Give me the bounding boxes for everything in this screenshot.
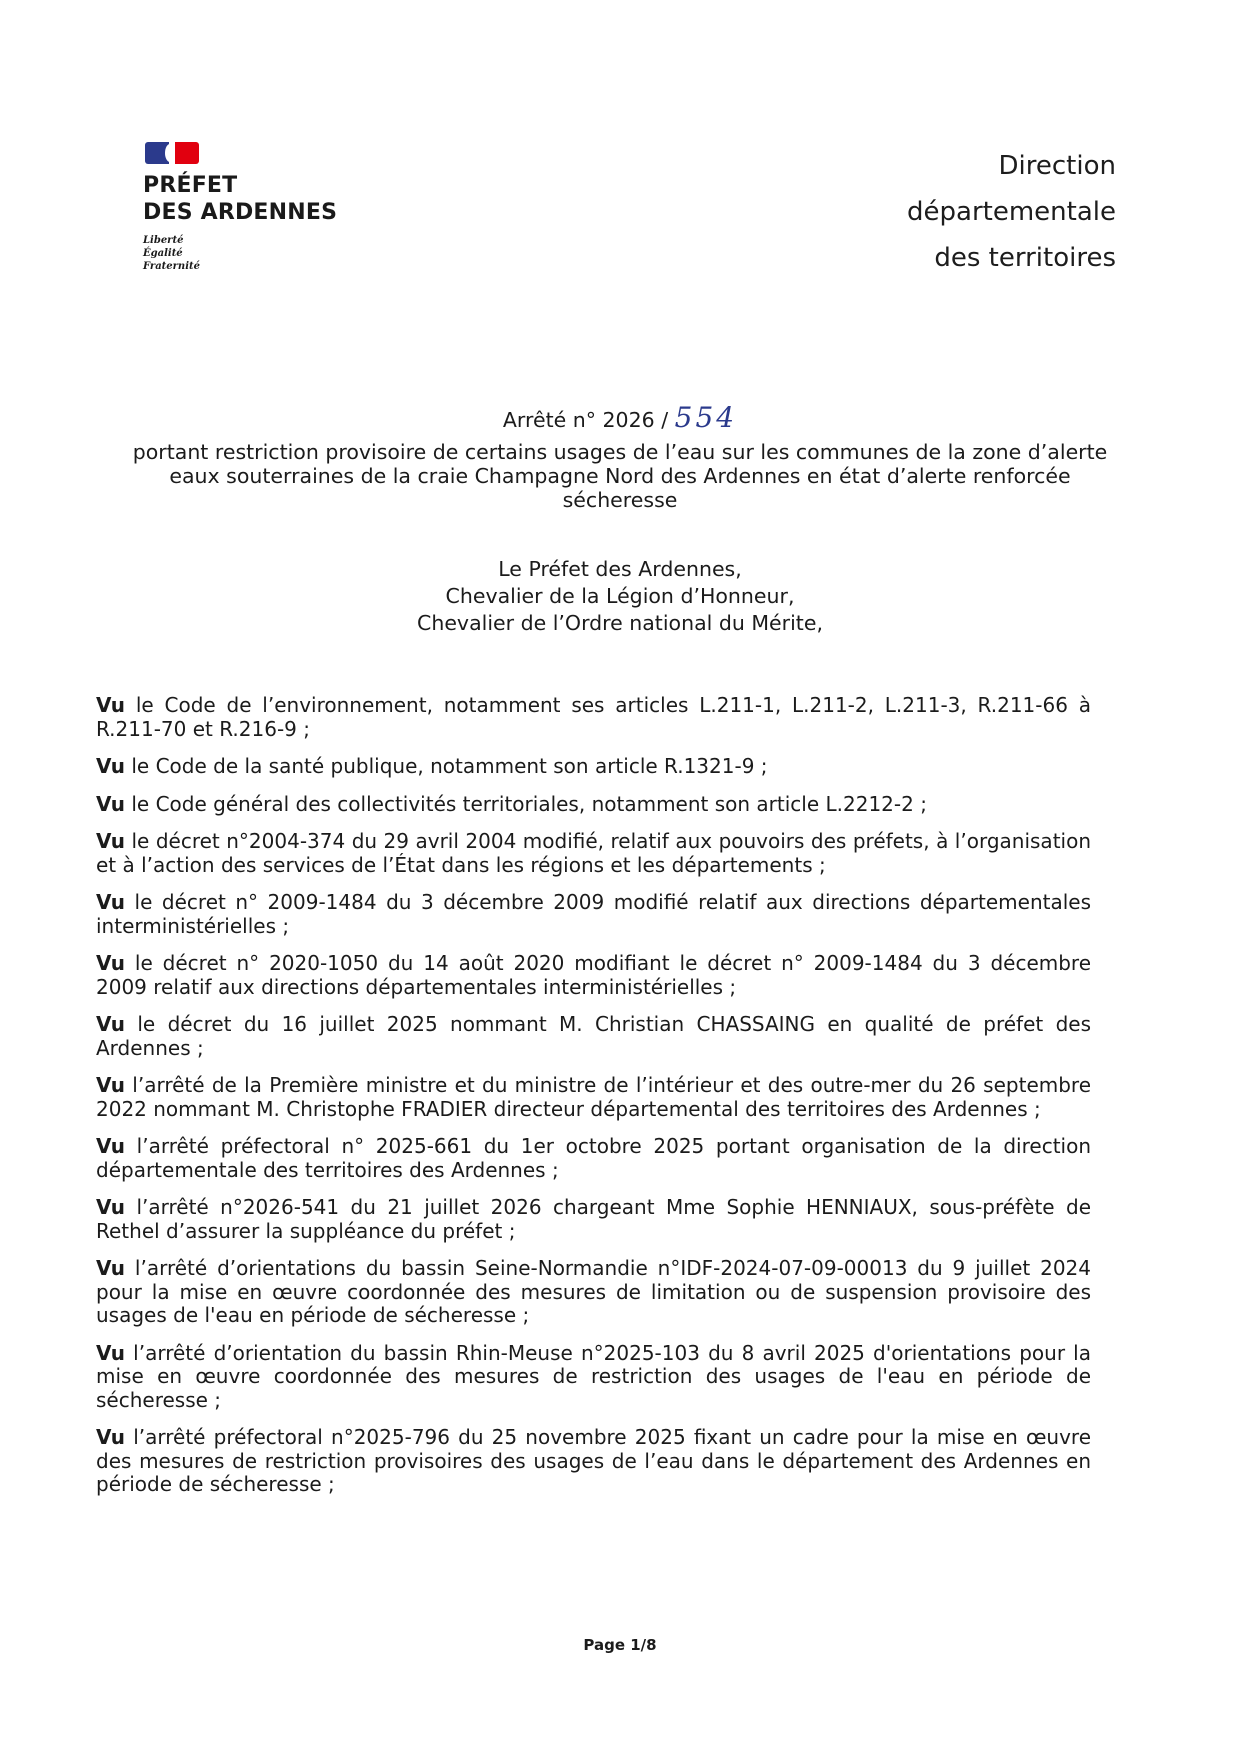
vu-text: l’arrêté préfectoral n°2025-796 du 25 novembre 2025 fixant un cadre pour la mise en œuvre des mesures de restriction provisoires des usages de l’eau dans le département des Ardennes en période de sécheresse ;: [96, 1425, 1092, 1496]
vu-item: [96, 793, 1091, 817]
vu-item: [96, 1135, 1091, 1182]
arrete-subject: [90, 440, 1150, 512]
vu-text: le décret n° 2009-1484 du 3 décembre 2009 modifié relatif aux directions départementales interministérielles ;: [96, 890, 1092, 938]
direction-line-1: Direction: [998, 151, 1116, 181]
motto-egalite: Égalité: [143, 248, 183, 259]
vu-text: le décret du 16 juillet 2025 nommant M. Christian CHASSAING en qualité de préfet des Ardennes ;: [96, 1012, 1091, 1060]
subject-line-3: sécheresse: [562, 488, 678, 512]
vu-item: [96, 1196, 1091, 1243]
page-number: Page 1/8: [583, 1636, 657, 1654]
vu-item: [96, 952, 1091, 999]
arrete-number: [90, 401, 1150, 434]
vu-label: Vu: [96, 1134, 126, 1158]
vu-item: [96, 1426, 1091, 1497]
prefet-titles: [90, 556, 1150, 637]
marianne-flag-icon: [143, 140, 205, 168]
motto-fraternite: Fraternité: [143, 261, 200, 272]
subject-line-1: portant restriction provisoire de certains usages de l’eau sur les communes de la zone d’alerte: [132, 440, 1108, 464]
vu-text: l’arrêté d’orientation du bassin Rhin-Meuse n°2025-103 du 8 avril 2025 d'orientations pour la mise en œuvre coordonnée des mesures de restriction des usages de l'eau en période de sécheresse ;: [96, 1340, 1091, 1412]
vu-item: [96, 694, 1091, 741]
vu-label: Vu: [96, 829, 126, 853]
logo-prefet: PRÉFET: [143, 173, 238, 198]
direction-line-3: des territoires: [934, 243, 1116, 273]
vu-item: [96, 1342, 1091, 1413]
prefet-line-1: Le Préfet des Ardennes,: [498, 557, 742, 581]
vu-text: le Code général des collectivités territoriales, notamment son article L.2212-2 ;: [131, 791, 927, 816]
vu-text: le décret n° 2020-1050 du 14 août 2020 modifiant le décret n° 2009-1484 du 3 décembre 2009 relatif aux directions départementales interministérielles ;: [96, 951, 1092, 999]
prefecture-logo: [143, 140, 363, 273]
motto: [143, 234, 363, 273]
vu-label: Vu: [96, 1073, 126, 1097]
motto-liberte: Liberté: [143, 235, 184, 246]
logo-ardennes: DES ARDENNES: [143, 200, 338, 225]
vu-text: l’arrêté n°2026-541 du 21 juillet 2026 chargeant Mme Sophie HENNIAUX, sous-préfète de Rethel d’assurer la suppléance du préfet ;: [96, 1195, 1092, 1243]
vu-text: l’arrêté de la Première ministre et du ministre de l’intérieur et des outre-mer du 26 septembre 2022 nommant M. Christophe FRADIER directeur départemental des territoires des Ardennes ;: [96, 1073, 1092, 1121]
subject-line-2: eaux souterraines de la craie Champagne Nord des Ardennes en état d’alerte renforcée: [169, 464, 1071, 488]
vu-label: Vu: [96, 890, 126, 914]
vu-text: l’arrêté d’orientations du bassin Seine-Normandie n°IDF-2024-07-09-00013 du 9 juillet 2024 pour la mise en œuvre coordonnée des mesures de limitation ou de suspension provisoire des usages de l'eau en période de sécheresse ;: [96, 1256, 1091, 1327]
handwritten-number: 554: [674, 401, 738, 434]
vu-label: Vu: [96, 1340, 126, 1365]
vu-text: le Code de l’environnement, notamment ses articles L.211-1, L.211-2, L.211-3, R.211-66 à R.211-70 et R.216-9 ;: [96, 693, 1091, 741]
vu-item: [96, 830, 1091, 877]
vu-item: [96, 1257, 1091, 1328]
vu-item: [96, 755, 1091, 779]
vu-list: [96, 694, 1091, 1511]
vu-text: le décret n°2004-374 du 29 avril 2004 modifié, relatif aux pouvoirs des préfets, à l’organisation et à l’action des services de l’État dans les régions et les départements ;: [96, 829, 1091, 877]
arrete-prefix: Arrêté n° 2026 /: [502, 408, 669, 432]
vu-item: [96, 891, 1091, 938]
vu-item: [96, 1013, 1091, 1060]
vu-label: Vu: [96, 951, 126, 975]
prefet-line-2: Chevalier de la Légion d’Honneur,: [445, 584, 795, 608]
vu-label: Vu: [96, 754, 126, 778]
vu-label: Vu: [96, 1012, 126, 1036]
vu-text: l’arrêté préfectoral n° 2025-661 du 1er octobre 2025 portant organisation de la direction départementale des territoires des Ardennes ;: [96, 1134, 1092, 1182]
vu-text: le Code de la santé publique, notamment son article R.1321-9 ;: [131, 754, 768, 778]
prefet-line-3: Chevalier de l’Ordre national du Mérite,: [417, 611, 823, 635]
direction-line-2: départementale: [907, 197, 1116, 227]
vu-item: [96, 1074, 1091, 1121]
vu-label: Vu: [96, 1425, 126, 1449]
vu-label: Vu: [96, 1195, 126, 1219]
vu-label: Vu: [96, 1256, 126, 1280]
issuing-direction: [907, 143, 1116, 281]
vu-label: Vu: [96, 791, 126, 816]
vu-label: Vu: [96, 693, 126, 717]
